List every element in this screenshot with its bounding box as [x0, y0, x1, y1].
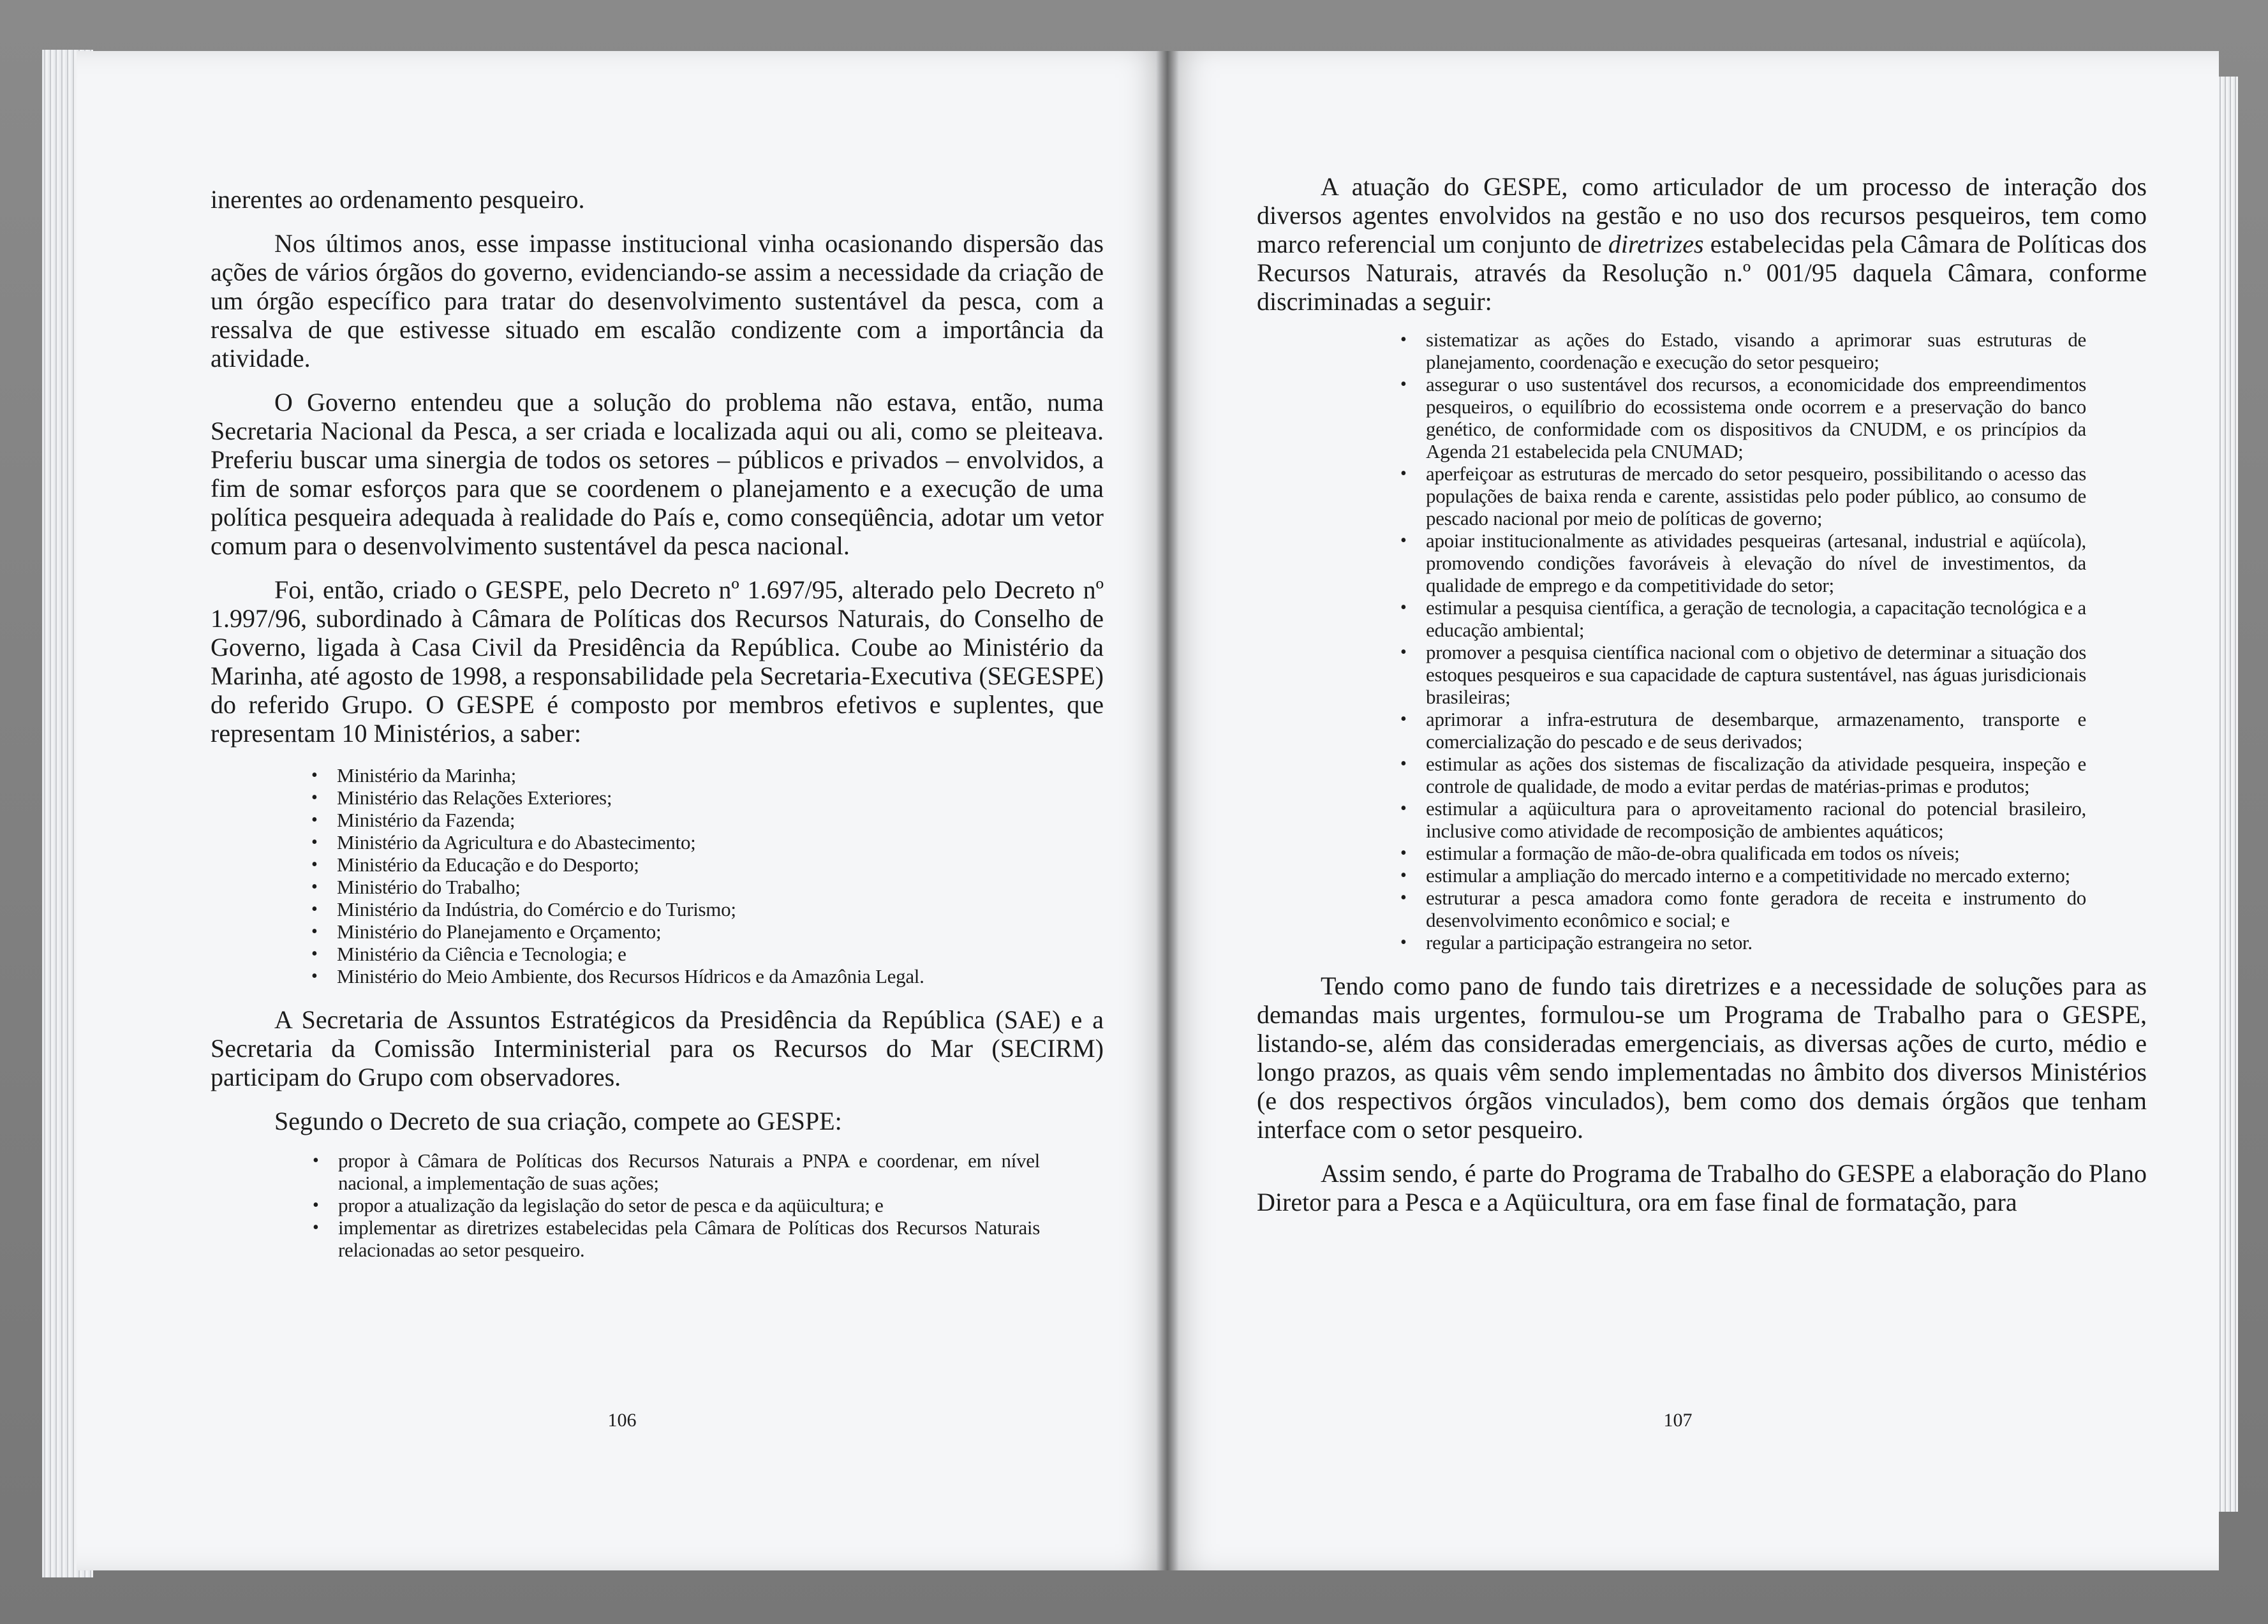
list-item: • Ministério da Educação e do Desporto;	[311, 853, 639, 876]
list-item: • aprimorar a infra-estrutura de desembarque, armazenamento, transporte e comercialização do pescado e de seus derivados;	[1400, 708, 2086, 753]
list-item: • propor à Câmara de Políticas dos Recursos Naturais a PNPA e coordenar, em nível nacional, a implementação de suas ações;	[313, 1149, 1040, 1194]
list-item: • Ministério do Meio Ambiente, dos Recursos Hídricos e da Amazônia Legal.	[311, 965, 924, 987]
right-page-text	[1257, 172, 2147, 1216]
paragraph-3: Foi, então, criado o GESPE, pelo Decreto nº 1.697/95, alterado pelo Decreto nº 1.997/96, subordinado à Câmara de Políticas dos Recursos Naturais, do Conselho de Governo, ligada à Casa Civil da Presidência da República. Coube ao Ministério da Marinha, até agosto de 1998, a responsabilidade pela Secretaria-Executiva (SEGESPE) do referido Grupo. O GESPE é composto por membros efetivos e suplentes, que representam 10 Ministérios, a saber:	[211, 575, 1104, 748]
list-item: • estimular as ações dos sistemas de fiscalização da atividade pesqueira, inspeção e controle de qualidade, de modo a evitar perdas de matérias-primas e produtos;	[1400, 753, 2086, 797]
list-item: • aperfeiçoar as estruturas de mercado do setor pesqueiro, possibilitando o acesso das populações de baixa renda e carente, assistidas pelo poder público, ao consumo de pescado nacional por meio de políticas de governo;	[1400, 462, 2086, 529]
paragraph-1: A atuação do GESPE, como articulador de um processo de interação dos diversos agentes envolvidos na gestão e no uso dos recursos pesqueiros, tem como marco referencial um conjunto de diretrizes estabelecidas pela Câmara de Políticas dos Recursos Naturais, através da Resolução n.º 001/95 daquela Câmara, conforme discriminadas a seguir:	[1257, 172, 2147, 316]
list-item: • Ministério das Relações Exteriores;	[311, 786, 612, 809]
list-item: • assegurar o uso sustentável dos recursos, a economicidade dos empreendimentos pesqueiros, o equilíbrio do ecossistema onde ocorrem e a preservação do banco genético, de conformidade com os dispositivos da CNUDM, e os princípios da Agenda 21 estabelecida pela CNUMAD;	[1400, 373, 2086, 462]
paragraph-4: A Secretaria de Assuntos Estratégicos da Presidência da República (SAE) e a Secretaria da Comissão Interministerial para os Recursos do Mar (SECIRM) participam do Grupo com observadores.	[211, 1005, 1104, 1091]
paragraph-3: Assim sendo, é parte do Programa de Trabalho do GESPE a elaboração do Plano Diretor para a Pesca e a Aqüicultura, ora em fase final de formatação, para	[1257, 1159, 2147, 1216]
list-item: • estimular a ampliação do mercado interno e a competitividade no mercado externo;	[1400, 864, 2070, 887]
list-item: • propor a atualização da legislação do setor de pesca e da aqüicultura; e	[313, 1194, 884, 1216]
list-item: • Ministério da Ciência e Tecnologia; e	[311, 943, 626, 965]
paragraph-1: Nos últimos anos, esse impasse institucional vinha ocasionando dispersão das ações de vários órgãos do governo, evidenciando-se assim a necessidade da criação de um órgão específico para tratar do desenvolvimento sustentável da pesca, com a ressalva de que estivesse situado em escalão condizente com a importância da atividade.	[211, 229, 1104, 373]
paragraph-5: Segundo o Decreto de sua criação, compete ao GESPE:	[274, 1107, 842, 1135]
list-item: • Ministério da Marinha;	[311, 764, 516, 786]
left-page	[77, 51, 1167, 1570]
guidelines-list	[1400, 328, 2086, 954]
list-item: • apoiar institucionalmente as atividades pesqueiras (artesanal, industrial e aqüícola), promovendo condições favoráveis à elevação do nível de investimentos, da qualidade de emprego e da competitividade do setor;	[1400, 529, 2086, 596]
list-item: • implementar as diretrizes estabelecidas pela Câmara de Políticas dos Recursos Naturais relacionadas ao setor pesqueiro.	[313, 1216, 1040, 1261]
list-item: • Ministério do Trabalho;	[311, 876, 521, 898]
list-item: • Ministério da Indústria, do Comércio e do Turismo;	[311, 898, 736, 920]
left-page-text	[211, 185, 1104, 1261]
book-gutter	[1156, 51, 1179, 1570]
opening-line: inerentes ao ordenamento pesqueiro.	[211, 185, 585, 214]
paragraph-2: O Governo entendeu que a solução do problema não estava, então, numa Secretaria Nacional da Pesca, a ser criada e localizada aqui ou ali, como se pleiteava. Preferiu buscar uma sinergia de todos os setores – públicos e privados – envolvidos, a fim de somar esforços para que se coordenem o planejamento e a execução de uma política pesqueira adequada à realidade do País e, como conseqüência, adotar um vetor comum para o desenvolvimento sustentável da pesca nacional.	[211, 388, 1104, 560]
page-number-right: 107	[1663, 1410, 1693, 1431]
duties-list	[313, 1149, 1040, 1261]
paragraph-2: Tendo como pano de fundo tais diretrizes e a necessidade de soluções para as demandas mais urgentes, formulou-se um Programa de Trabalho para o GESPE, listando-se, além das consideradas emergenciais, as diversas ações de curto, médio e longo prazos, as quais vêm sendo implementadas no âmbito dos diversos Ministérios (e dos respectivos órgãos vinculados), bem como dos demais órgãos que tenham interface com o setor pesqueiro.	[1257, 971, 2147, 1144]
ministries-list	[311, 764, 1039, 987]
page-number-left: 106	[607, 1410, 637, 1431]
list-item: • promover a pesquisa científica nacional com o objetivo de determinar a situação dos estoques pesqueiros e sua capacidade de captura sustentável, nas águas jurisdicionais brasileiras;	[1400, 641, 2086, 708]
list-item: • estimular a pesquisa científica, a geração de tecnologia, a capacitação tecnológica e a educação ambiental;	[1400, 596, 2086, 641]
list-item: • estruturar a pesca amadora como fonte geradora de receita e instrumento do desenvolvimento econômico e social; e	[1400, 887, 2086, 931]
list-item: • estimular a formação de mão-de-obra qualificada em todos os níveis;	[1400, 842, 1960, 864]
right-page	[1167, 51, 2219, 1570]
list-item: • Ministério da Agricultura e do Abastecimento;	[311, 831, 696, 853]
list-item: • sistematizar as ações do Estado, visando a aprimorar suas estruturas de planejamento, coordenação e execução do setor pesqueiro;	[1400, 328, 2086, 373]
list-item: • Ministério do Planejamento e Orçamento;	[311, 920, 662, 943]
list-item: • estimular a aqüicultura para o aproveitamento racional do potencial brasileiro, inclusive como atividade de recomposição de ambientes aquáticos;	[1400, 797, 2086, 842]
list-item: • regular a participação estrangeira no setor.	[1400, 931, 1753, 954]
list-item: • Ministério da Fazenda;	[311, 809, 515, 831]
